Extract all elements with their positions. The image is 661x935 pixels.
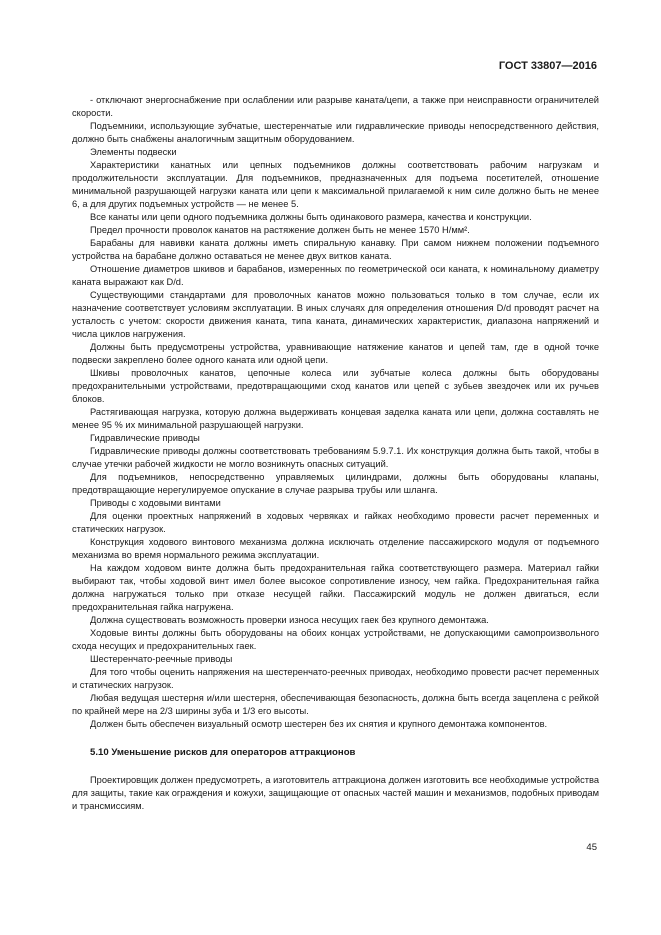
subheading: Элементы подвески [90,147,177,157]
paragraph: Гидравлические приводы должны соответствовать требованиям 5.9.7.1. Их конструкция должна быть такой, чтобы в случае утечки рабочей жидкости не могло возникнуть опасных ситуаций. [72,446,599,469]
page-number: 45 [586,842,597,853]
paragraph: Должна существовать возможность проверки износа несущих гаек без крупного демонтажа. [90,615,489,625]
paragraph: Для оценки проектных напряжений в ходовых червяках и гайках необходимо провести расчет переменных и статических нагрузок. [72,511,599,534]
paragraph: Характеристики канатных или цепных подъемников должны соответствовать рабочим нагрузкам и продолжительности эксплуатации. Для подъемников, предназначенных для подъема посетителей, отношение минимальной разрушающей нагрузки каната или цепи к максимальной прилагаемой к ним силе должно быть не менее 6, а для других подъемных устройств — не менее 5. [72,160,599,209]
paragraph: Должны быть предусмотрены устройства, уравнивающие натяжение канатов и цепей там, где в одной точке подвески закреплено более одного каната или одной цепи. [72,342,599,365]
paragraph: Барабаны для навивки каната должны иметь спиральную канавку. При самом нижнем положении подъемного устройства на барабане должно оставаться не менее двух витков каната. [72,238,599,261]
standard-number: ГОСТ 33807—2016 [498,60,597,72]
paragraph: Шкивы проволочных канатов, цепочные колеса или зубчатые колеса должны быть оборудованы предохранительными устройствами, предотвращающими сход канатов или цепей с зубьев звездочек или их ручьев блоков. [72,368,599,404]
paragraph: Конструкция ходового винтового механизма должна исключать отделение пассажирского модуля от подъемного механизма во время нормального режима эксплуатации. [72,537,599,560]
paragraph: - отключают энергоснабжение при ослаблении или разрыве каната/цепи, а также при неисправности ограничителей скорости. [72,95,599,118]
subheading: Шестеренчато-реечные приводы [90,654,233,664]
paragraph: Растягивающая нагрузка, которую должна выдерживать концевая заделка каната или цепи, должна составлять не менее 95 % их минимальной разрушающей нагрузки. [72,407,599,430]
section-paragraph: Проектировщик должен предусмотреть, а изготовитель аттракциона должен изготовить все необходимые устройства для защиты, такие как ограждения и кожухи, защищающие от опасных частей машин и механизмов, подобных приводам и трансмиссиям. [72,775,599,811]
paragraph: Все канаты или цепи одного подъемника должны быть одинакового размера, качества и конструкции. [90,212,532,222]
paragraph: Должен быть обеспечен визуальный осмотр шестерен без их снятия и крупного демонтажа компонентов. [90,719,548,729]
paragraph: Предел прочности проволок канатов на растяжение должен быть не менее 1570 Н/мм². [90,225,470,235]
body-text [72,94,599,813]
paragraph: Подъемники, использующие зубчатые, шестеренчатые или гидравлические приводы непосредственного действия, должно быть снабжены аналогичным защитным оборудованием. [72,121,599,144]
section-heading: 5.10 Уменьшение рисков для операторов аттракционов [90,747,356,758]
paragraph: Для того чтобы оценить напряжения на шестеренчато-реечных приводах, необходимо провести расчет переменных и статических нагрузок. [72,667,599,690]
paragraph: Отношение диаметров шкивов и барабанов, измеренных по геометрической оси каната, к номинальному диаметру каната выражают как D/d. [72,264,599,287]
paragraph: Любая ведущая шестерня и/или шестерня, обеспечивающая безопасность, должна быть всегда зацеплена с рейкой по крайней мере на 2/3 ширины зуба и 1/3 его высоты. [72,693,599,716]
subheading: Приводы с ходовыми винтами [90,498,221,508]
paragraph: Существующими стандартами для проволочных канатов можно пользоваться только в том случае, если их назначение соответствует условиям эксплуатации. В иных случаях для определения отношения D/d проводят расчет на усталость с учетом: скорости движения каната, типа каната, динамических характеристик, диапазона напряжений и числа циклов нагружения. [72,290,599,339]
paragraph: На каждом ходовом винте должна быть предохранительная гайка соответствующего размера. Материал гайки выбирают так, чтобы ходовой винт имел более высокое сопротивление износу, чем гайка. Предохранительная гайка должна нагружаться только при отказе несущей гайки. Пассажирский модуль не должен двигаться, если предохранительная гайка нагружена. [72,563,599,612]
subheading: Гидравлические приводы [90,433,200,443]
paragraph: Ходовые винты должны быть оборудованы на обоих концах устройствами, не допускающими самопроизвольного схода несущих и предохранительных гаек. [72,628,599,651]
paragraph: Для подъемников, непосредственно управляемых цилиндрами, должны быть оборудованы клапаны, предотвращающие нерегулируемое опускание в случае разрыва трубы или шланга. [72,472,599,495]
